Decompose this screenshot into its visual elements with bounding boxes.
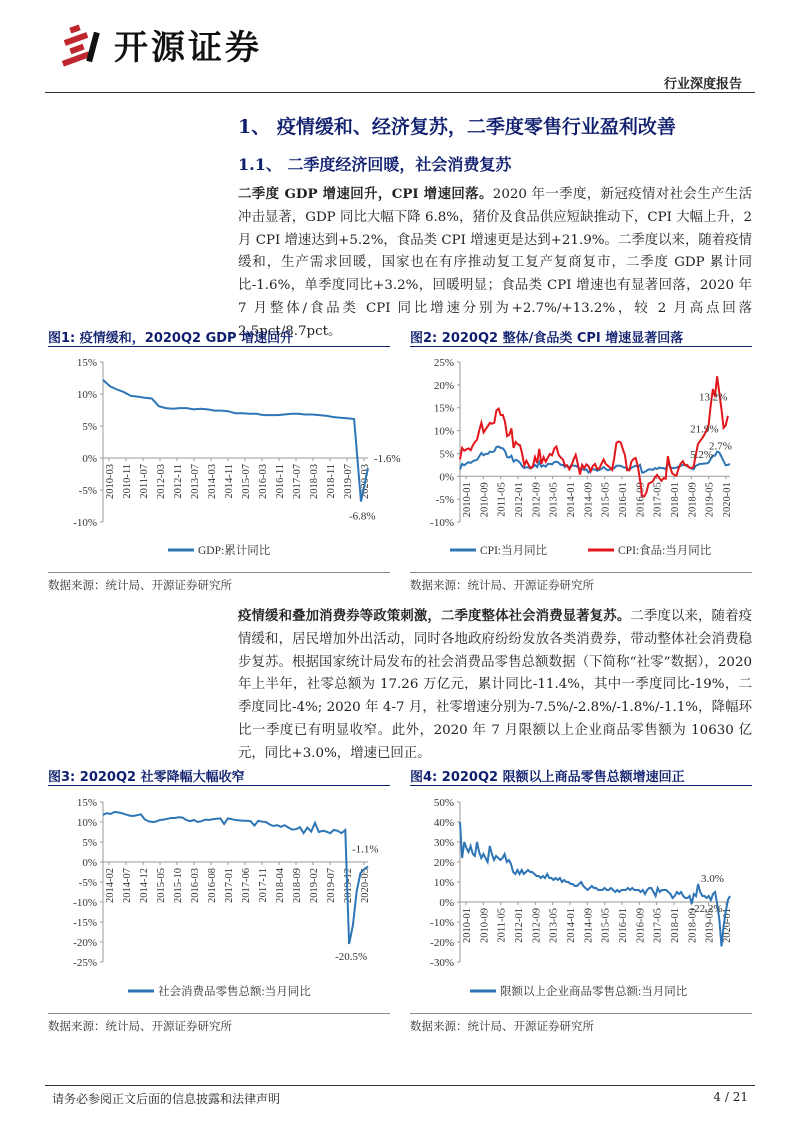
x-tick-label: 2010-01 (462, 908, 473, 943)
y-tick-label: 50% (433, 797, 454, 809)
figure-2-rule (410, 346, 752, 347)
x-tick-label: 2018-09 (687, 908, 699, 943)
x-tick-label: 2018-01 (670, 482, 681, 518)
y-tick-label: -25% (73, 957, 97, 969)
x-tick-label: 2014-11 (224, 464, 235, 499)
y-tick-label: 5% (439, 448, 454, 461)
data-label: -20.5% (335, 951, 368, 963)
x-tick-label: 2016-09 (635, 482, 647, 518)
header-divider (45, 92, 755, 93)
x-tick-label: 2014-01 (566, 908, 577, 943)
figure-4-chart (410, 790, 752, 1010)
x-tick-label: 2010-01 (462, 482, 473, 518)
x-tick-label: 2010-09 (479, 908, 491, 943)
y-tick-label: 0% (82, 453, 97, 465)
figure-1-source: 数据来源：统计局、开源证券研究所 (48, 578, 232, 592)
x-tick-label: 2016-01 (618, 482, 629, 518)
y-tick-label: 5% (82, 421, 97, 433)
y-tick-label: 10% (433, 877, 454, 889)
y-tick-label: 0% (439, 897, 454, 909)
x-tick-label: 2018-09 (687, 482, 699, 518)
figure-2-source-rule (410, 572, 752, 573)
figure-3-rule (48, 785, 390, 786)
y-tick-label: 15% (76, 797, 97, 809)
y-tick-label: 25% (433, 357, 454, 369)
footer-divider (45, 1085, 755, 1086)
figure-4-title: 图4: 2020Q2 限额以上商品零售总额增速回正 (410, 770, 685, 785)
figure-4-source: 数据来源：统计局、开源证券研究所 (410, 1019, 594, 1033)
x-tick-label: 2010-11 (122, 464, 133, 499)
x-tick-label: 2014-12 (139, 868, 150, 903)
logo-mark-icon (60, 22, 108, 68)
x-tick-label: 2012-01 (514, 908, 525, 943)
x-tick-label: 2010-09 (479, 482, 491, 518)
company-logo (60, 20, 262, 69)
x-tick-label: 2019-07 (326, 868, 337, 903)
x-tick-label: 2018-03 (309, 464, 320, 499)
x-tick-label: 2013-07 (190, 464, 201, 499)
x-tick-label: 2019-02 (309, 868, 320, 903)
figure-2-source: 数据来源：统计局、开源证券研究所 (410, 578, 594, 592)
y-tick-label: 15% (433, 402, 454, 415)
page-number: 4 / 21 (713, 1090, 748, 1104)
legend-label-1: 社会消费品零售总额:当月同比 (158, 986, 311, 998)
x-tick-label: 2014-09 (583, 482, 595, 518)
x-tick-label: 2012-01 (514, 482, 525, 518)
legend-label-2: CPI:食品:当月同比 (618, 545, 712, 557)
x-tick-label: 2012-03 (156, 464, 167, 499)
y-tick-label: -30% (430, 957, 454, 969)
x-tick-label: 2014-07 (122, 868, 133, 903)
x-tick-label: 2020-01 (722, 482, 733, 518)
legend-label-1: 限额以上企业商品零售总额:当月同比 (500, 986, 688, 998)
x-tick-label: 2013-05 (548, 908, 560, 943)
subsection-heading: 1.1、 二季度经济回暖，社会消费复苏 (238, 155, 512, 174)
y-tick-label: 10% (76, 389, 97, 401)
data-label: 5.2% (690, 448, 714, 461)
figure-3-source-rule (48, 1013, 390, 1014)
x-tick-label: 2010-03 (105, 464, 116, 499)
paragraph-body: 二季度以来，随着疫情缓和，居民增加外出活动，同时各地政府纷纷发放各类消费券，带动整体社会消费稳步复苏。根据国家统计局发布的社会消费品零售总额数据（下简称“社零”数据），2020 年上半年，社零总额为 17.26 万亿元，累计同比-11.4%，其中一季度同比-19%，二季度同比-4%; 2020 年 4-7 月，社零增速分别为-7.5%/-2.8%/-1.8%/-1.1%，降幅环比一季度已有明显收窄。此外，2020 年 7 月限额以上企业商品零售额为 10630 亿元，同比+3.0%，增速已回正。 (238, 609, 753, 761)
x-tick-label: 2020-03 (360, 464, 371, 499)
data-label: -6.8% (349, 510, 376, 523)
y-tick-label: -5% (435, 494, 454, 507)
paragraph-body: 2020 年一季度，新冠疫情对社会生产生活冲击显著，GDP 同比大幅下降 6.8%，猪价及食品供应短缺推动下，CPI 大幅上升，2 月 CPI 增速达到+5.2%，食品类 CPI 增速更是达到+21.9%。二季度以来，随着疫情缓和，生产需求回暖，国家也在有序推动复工复产复商复市，二季度 GDP 累计同比-1.6%，单季度同比+3.2%，回暖明显；食品类 CPI 增速也有显著回落，2020 年 7 月整体/食品类 CPI 同比增速分别为+2.7%/+13.2%，较 2 月高点回落 2.5pct/8.7pct。 (238, 187, 752, 339)
x-tick-label: 2014-02 (105, 868, 116, 903)
y-tick-label: -5% (78, 485, 97, 497)
y-tick-label: 40% (433, 817, 454, 829)
x-tick-label: 2016-01 (618, 908, 629, 943)
x-tick-label: 2015-05 (600, 908, 612, 943)
figure-3-chart (48, 790, 390, 1010)
legend-label-1: CPI:当月同比 (480, 545, 548, 557)
x-tick-label: 2019-07 (343, 464, 354, 499)
paragraph-lead: 疫情缓和叠加消费券等政策刺激，二季度整体社会消费显著复苏。 (238, 608, 631, 624)
y-tick-label: -10% (73, 897, 97, 909)
figure-3-source: 数据来源：统计局、开源证券研究所 (48, 1019, 232, 1033)
x-tick-label: 2016-03 (190, 868, 201, 903)
x-tick-label: 2017-05 (652, 482, 664, 518)
y-tick-label: 10% (76, 817, 97, 829)
data-label: 13.2% (699, 391, 728, 404)
figure-4-source-rule (410, 1013, 752, 1014)
paragraph-retail (238, 605, 752, 766)
data-label: -1.6% (374, 453, 401, 466)
y-tick-label: -10% (73, 517, 97, 529)
figure-1-source-rule (48, 572, 390, 573)
y-tick-label: -15% (73, 917, 97, 929)
y-tick-label: 30% (433, 837, 454, 849)
legend-label-1: GDP:累计同比 (198, 545, 271, 557)
paragraph-lead: 二季度 GDP 增速回升，CPI 增速回落。 (238, 186, 493, 202)
x-tick-label: 2014-09 (583, 908, 595, 943)
figure-3-title: 图3: 2020Q2 社零降幅大幅收窄 (48, 770, 245, 785)
x-tick-label: 2020-01 (722, 908, 733, 943)
x-tick-label: 2016-08 (207, 868, 218, 903)
data-label: 2.7% (709, 440, 732, 453)
x-tick-label: 2012-09 (531, 908, 543, 943)
x-tick-label: 2016-11 (275, 464, 286, 499)
data-label: -22.2% (690, 903, 723, 915)
x-tick-label: 2018-01 (670, 908, 681, 943)
x-tick-label: 2014-03 (207, 464, 218, 499)
y-tick-label: -10% (430, 517, 454, 529)
x-tick-label: 2016-09 (635, 908, 647, 943)
x-tick-label: 2016-03 (258, 464, 269, 499)
data-label: 21.9% (690, 423, 719, 436)
y-tick-label: 10% (433, 425, 454, 438)
data-label: 3.0% (700, 873, 724, 885)
x-tick-label: 2015-05 (156, 868, 167, 903)
x-tick-label: 2017-01 (224, 868, 235, 903)
x-tick-label: 2017-05 (652, 908, 664, 943)
x-tick-label: 2019-12 (343, 868, 354, 903)
x-tick-label: 2020-05 (360, 868, 371, 903)
company-name: 开源证券 (114, 28, 262, 68)
y-tick-label: 0% (439, 471, 454, 484)
data-label: -1.1% (352, 843, 379, 856)
x-tick-label: 2011-05 (496, 908, 508, 943)
x-tick-label: 2015-10 (173, 868, 184, 903)
figure-2-chart (410, 350, 752, 570)
figure-1-chart (48, 350, 401, 570)
x-tick-label: 2014-01 (566, 482, 577, 518)
x-tick-label: 2018-11 (326, 464, 337, 499)
figure-2-title: 图2: 2020Q2 整体/食品类 CPI 增速显著回落 (410, 331, 684, 346)
x-tick-label: 2018-04 (275, 868, 286, 903)
paragraph-gdp-cpi (238, 183, 752, 344)
y-tick-label: 15% (76, 357, 97, 369)
y-tick-label: -20% (430, 937, 454, 949)
x-tick-label: 2017-07 (292, 464, 303, 499)
x-tick-label: 2013-05 (548, 482, 560, 518)
y-tick-label: 0% (82, 857, 97, 869)
y-tick-label: -5% (78, 877, 97, 889)
footer-disclaimer: 请务必参阅正文后面的信息披露和法律声明 (52, 1092, 281, 1106)
x-tick-label: 2011-07 (139, 464, 150, 499)
y-tick-label: -20% (73, 937, 97, 949)
figure-4-rule (410, 785, 752, 786)
x-tick-label: 2015-05 (600, 482, 612, 518)
x-tick-label: 2018-09 (292, 868, 303, 903)
x-tick-label: 2011-05 (496, 482, 508, 517)
section-heading: 1、 疫情缓和、经济复苏，二季度零售行业盈利改善 (238, 116, 676, 138)
y-tick-label: -10% (430, 917, 454, 929)
x-tick-label: 2019-05 (704, 908, 716, 943)
x-tick-label: 2017-11 (258, 868, 269, 903)
x-tick-label: 2012-09 (531, 482, 543, 518)
x-tick-label: 2012-11 (173, 464, 184, 499)
figure-1-rule (48, 346, 390, 347)
x-tick-label: 2019-05 (704, 482, 716, 518)
y-tick-label: 20% (433, 857, 454, 869)
y-tick-label: 20% (433, 379, 454, 392)
x-tick-label: 2015-07 (241, 464, 252, 499)
y-tick-label: 5% (82, 837, 97, 849)
figure-1-title: 图1: 疫情缓和，2020Q2 GDP 增速回升 (48, 331, 294, 346)
x-tick-label: 2017-06 (241, 868, 252, 903)
report-type: 行业深度报告 (663, 77, 742, 92)
